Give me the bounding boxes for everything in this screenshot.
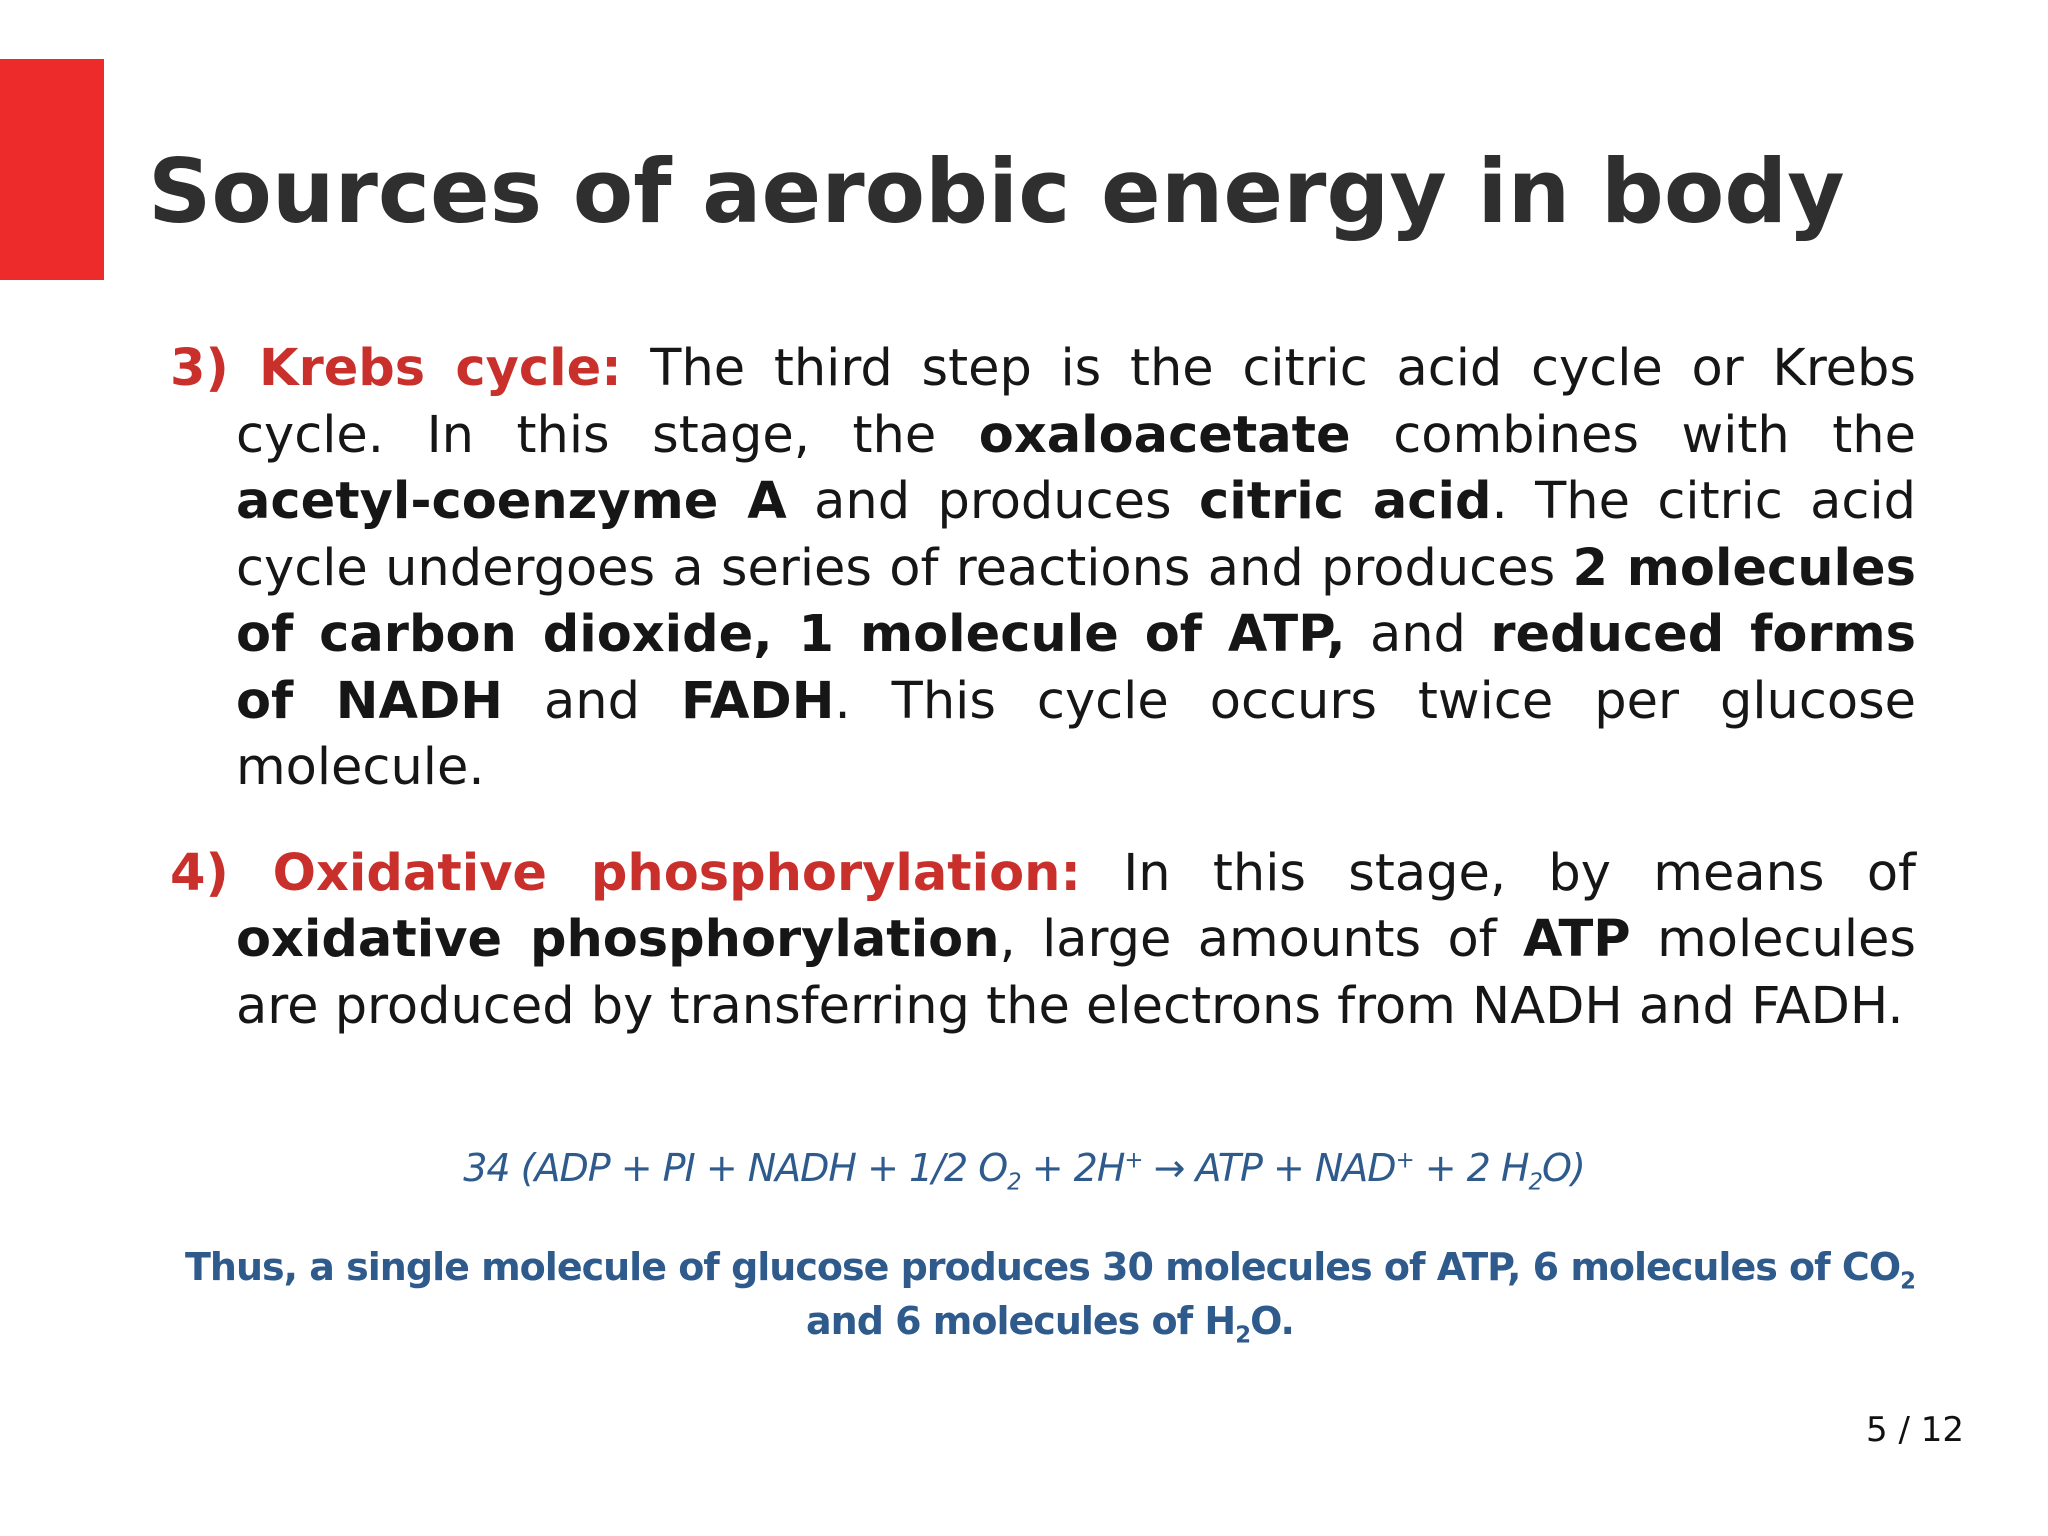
conclusion-part-3: O. (1250, 1299, 1294, 1343)
equation-part-1: 34 (ADP + PI + NADH + 1/2 O (463, 1146, 1008, 1190)
equation-sup-1: + (1124, 1147, 1143, 1174)
page-number: 5 / 12 (1866, 1410, 1964, 1450)
citric-acid-term: citric acid (1199, 472, 1492, 531)
equation-part-2: + 2H (1020, 1146, 1125, 1190)
conclusion-part-1: Thus, a single molecule of glucose produces 30 molecules of ATP, 6 molecules of CO (184, 1245, 1901, 1289)
oxidative-phosphorylation-paragraph (170, 841, 1916, 1041)
krebs-text-2: combines with the (1350, 405, 1916, 465)
oxphos-text-1: In this stage, by means of (1080, 843, 1916, 903)
products-term: 2 molecules of carbon dioxide, 1 molecule of ATP, (236, 538, 1916, 664)
oxidative-phosphorylation-term: oxidative phosphorylation (236, 910, 1000, 969)
krebs-text-6: and (502, 671, 681, 731)
equation-part-5: O) (1542, 1146, 1585, 1190)
krebs-text-7: . This cycle occurs twice per glucose molecule. (236, 671, 1917, 797)
conclusion-text (180, 1240, 1920, 1348)
equation-part-3: → ATP + NAD (1142, 1146, 1396, 1190)
equation-part-4: + 2 H (1413, 1146, 1529, 1190)
atp-term: ATP (1523, 910, 1631, 969)
equation-sub-2: 2 (1528, 1169, 1543, 1196)
krebs-text-3: and produces (786, 472, 1199, 531)
krebs-cycle-label: 3) Krebs cycle: (170, 339, 622, 398)
oxidative-phosphorylation-label: 4) Oxidative phosphorylation: (170, 843, 1081, 903)
oxaloacetate-term: oxaloacetate (978, 405, 1351, 465)
nadh-term: reduced forms of NADH (236, 605, 1917, 731)
conclusion-sub-1: 2 (1900, 1268, 1915, 1295)
krebs-cycle-paragraph (170, 336, 1916, 802)
krebs-text-1: The third step is the citric acid cycle or Krebs cycle. In this stage, the (236, 339, 1916, 465)
equation-sub-1: 2 (1007, 1169, 1021, 1196)
krebs-text-4: . The citric acid cycle undergoes a series of reactions and produces (236, 472, 1916, 598)
oxphos-text-2: , large amounts of (999, 910, 1523, 969)
equation-sup-2: + (1395, 1147, 1414, 1174)
accent-bar (0, 59, 104, 280)
conclusion-sub-2: 2 (1235, 1322, 1251, 1349)
slide-title: Sources of aerobic energy in body (148, 140, 1845, 243)
krebs-text-5: and (1345, 605, 1491, 664)
fadh-term: FADH (680, 671, 835, 731)
acetyl-coenzyme-term: acetyl-coenzyme A (236, 472, 787, 531)
slide-body (170, 336, 1916, 1040)
reaction-equation (0, 1138, 2048, 1198)
oxphos-text-3: molecules are produced by transferring the electrons from NADH and FADH. (236, 910, 1916, 1036)
conclusion-part-2: and 6 molecules of H (806, 1299, 1236, 1343)
